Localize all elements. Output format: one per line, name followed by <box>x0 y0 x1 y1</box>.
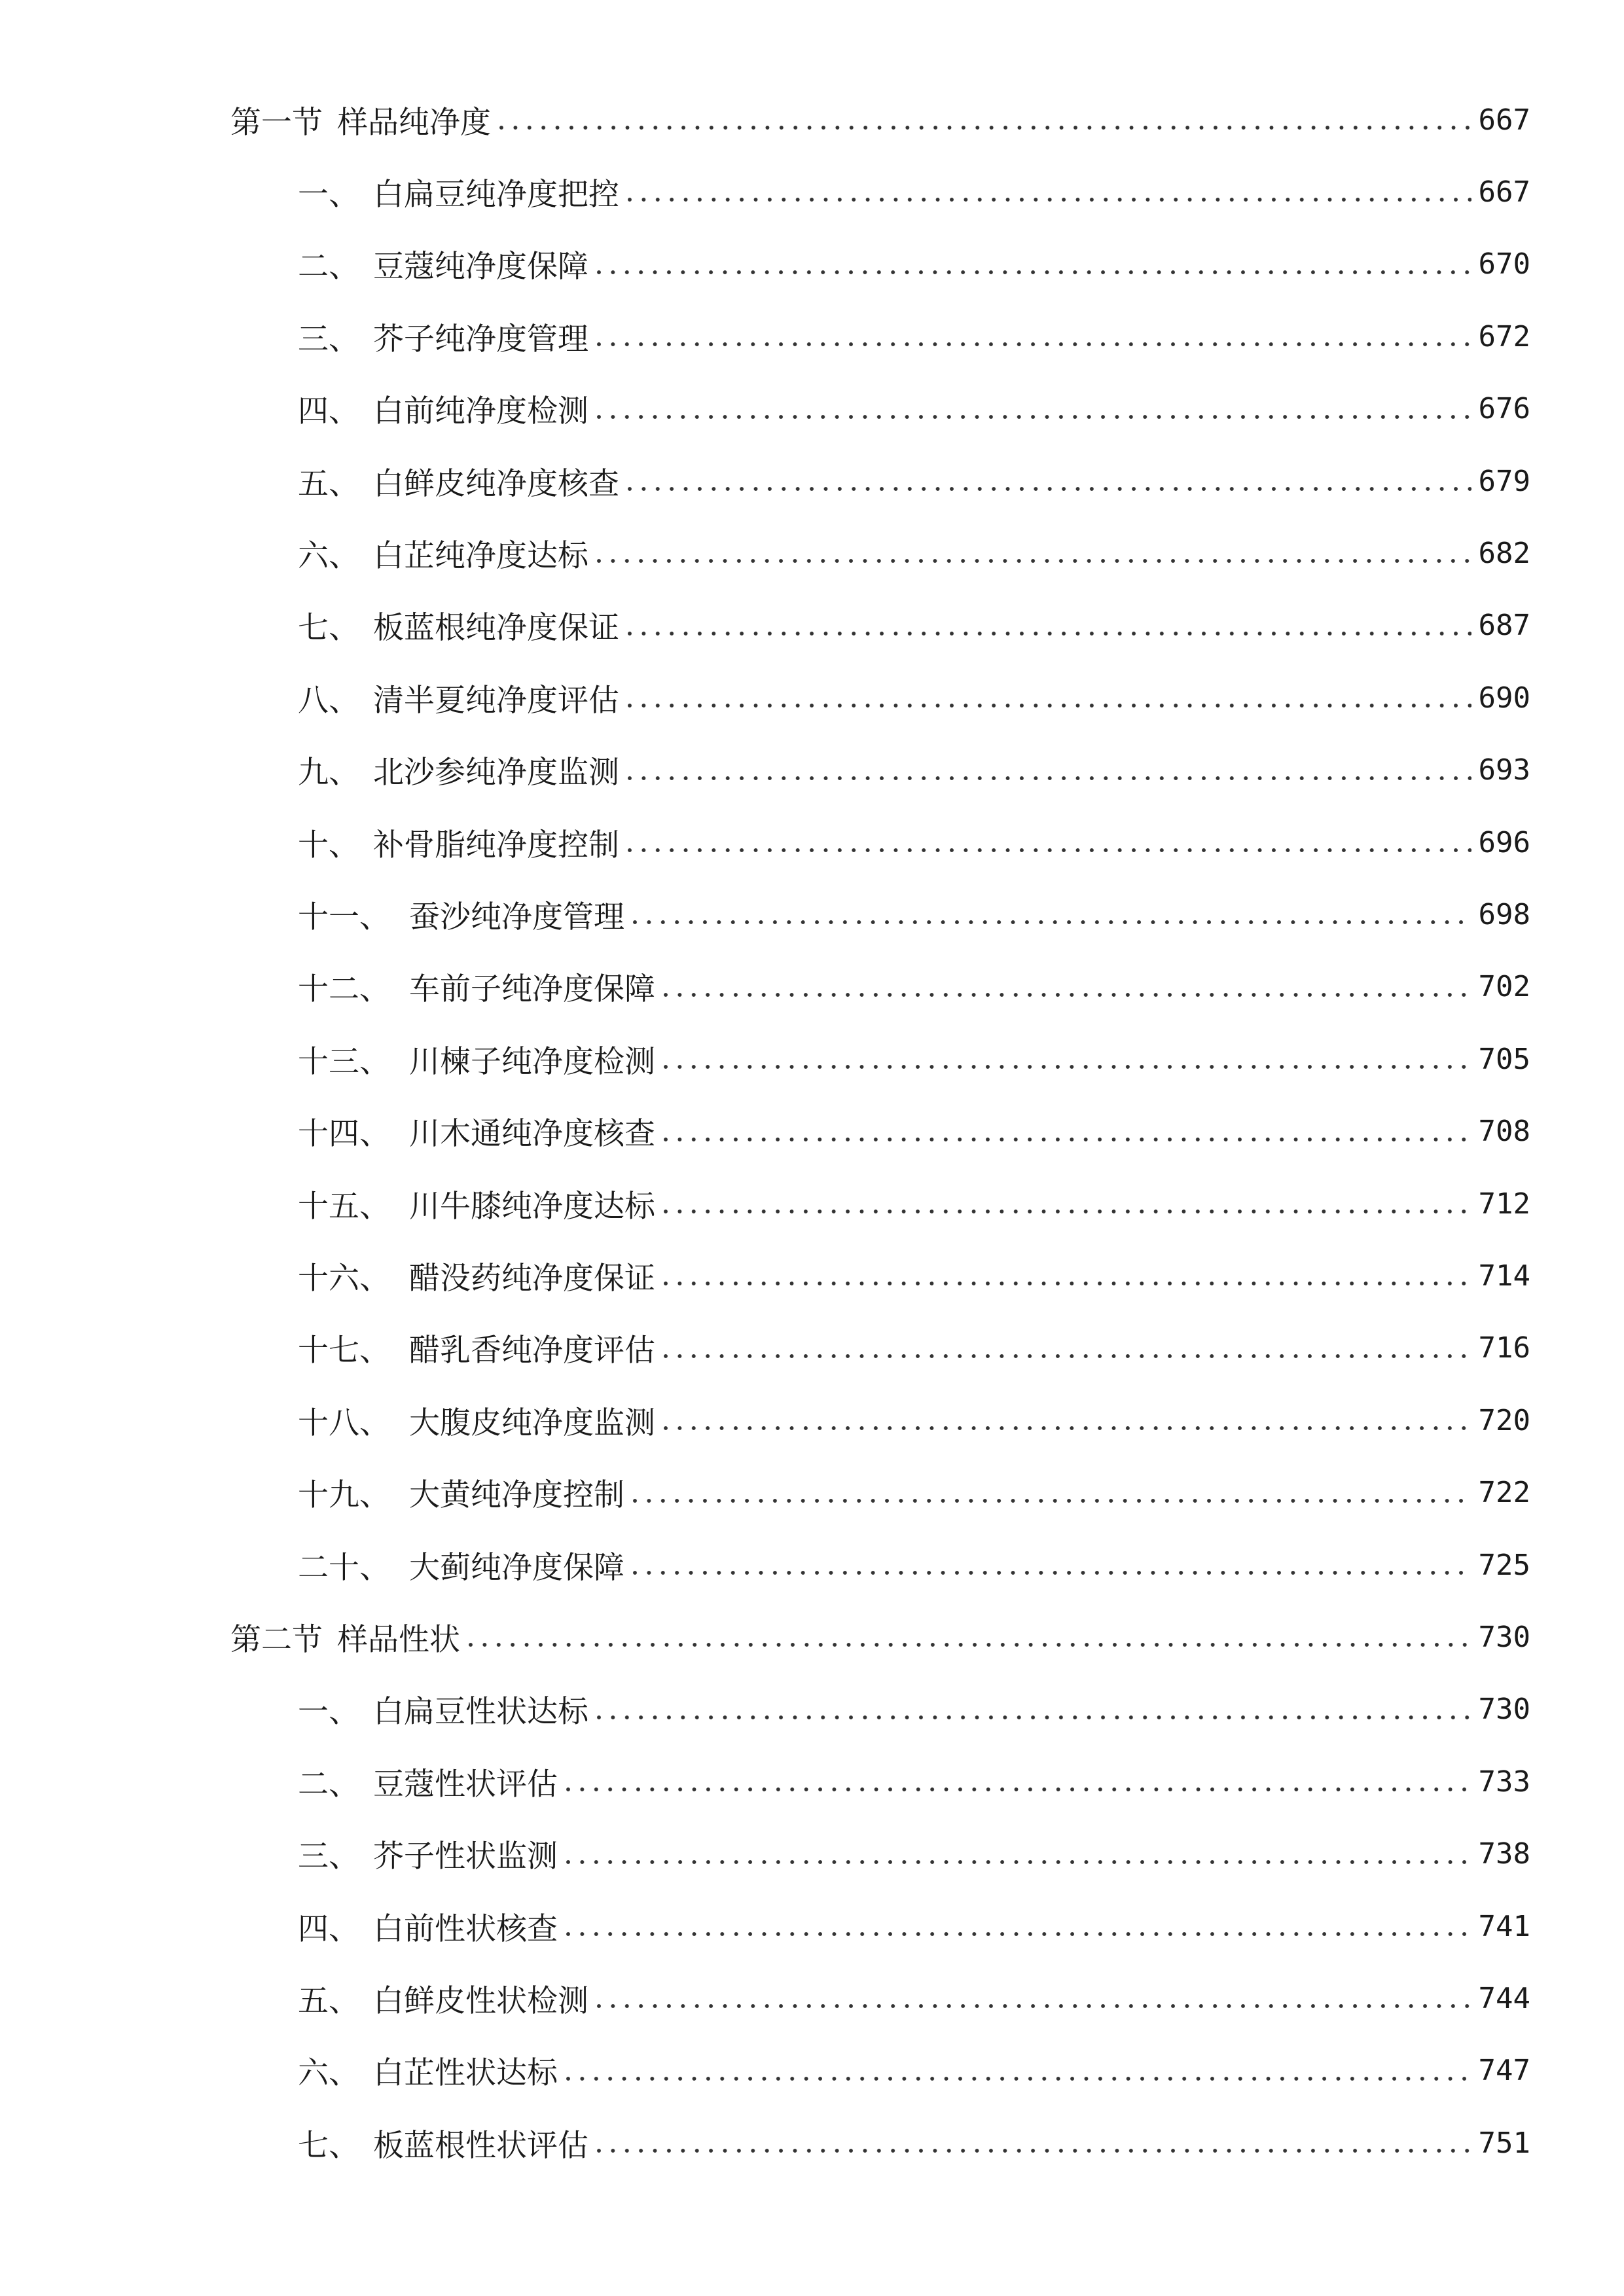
dot-leader <box>499 107 1471 133</box>
toc-page-number: 730 <box>1478 1693 1530 1727</box>
toc-page-number: 670 <box>1478 247 1530 281</box>
dot-leader <box>632 1552 1471 1578</box>
toc-entry[interactable] <box>298 1457 1530 1529</box>
toc-entry-number: 二、 <box>298 1766 359 1803</box>
toc-entry[interactable] <box>298 373 1530 445</box>
toc-entry-number: 五、 <box>298 465 359 502</box>
toc-page-number: 738 <box>1478 1837 1530 1871</box>
toc-page-number: 693 <box>1478 753 1530 787</box>
dot-leader <box>627 179 1471 205</box>
toc-entry-number: 第二节 <box>230 1621 323 1658</box>
dot-leader <box>596 2130 1471 2156</box>
dot-leader <box>468 1624 1471 1650</box>
toc-page-number: 741 <box>1478 1909 1530 1943</box>
toc-entry[interactable] <box>298 1240 1530 1312</box>
toc-entry[interactable] <box>298 1962 1530 2034</box>
toc-page-number: 676 <box>1478 392 1530 426</box>
toc-entry-title: 板蓝根性状评估 <box>373 2127 588 2164</box>
toc-page-number: 702 <box>1478 970 1530 1004</box>
toc-entry[interactable] <box>298 2107 1530 2179</box>
toc-entry-number: 十四、 <box>298 1116 390 1153</box>
dot-leader <box>632 901 1471 927</box>
toc-entry-title: 北沙参纯净度监测 <box>373 755 619 791</box>
toc-page-number: 751 <box>1478 2126 1530 2160</box>
toc-entry[interactable] <box>298 1168 1530 1240</box>
toc-entry-number: 七、 <box>298 2127 359 2164</box>
toc-entry-number: 十七、 <box>298 1333 390 1369</box>
toc-page-number: 682 <box>1478 536 1530 570</box>
toc-entry[interactable] <box>298 662 1530 734</box>
dot-leader <box>596 1696 1471 1723</box>
toc-entry-title: 蚕沙纯净度管理 <box>409 899 624 935</box>
toc-entry-title: 白扁豆纯净度把控 <box>373 176 619 213</box>
toc-entry-number: 一、 <box>298 176 359 213</box>
toc-entry-title: 车前子纯净度保障 <box>409 971 655 1008</box>
dot-leader <box>632 1480 1471 1506</box>
toc-entry-number: 三、 <box>298 321 359 357</box>
toc-entry-number: 十二、 <box>298 971 390 1008</box>
toc-entry-title: 川木通纯净度核查 <box>409 1116 655 1153</box>
toc-entry-title: 白鲜皮纯净度核查 <box>373 465 619 502</box>
toc-page-number: 733 <box>1478 1765 1530 1799</box>
dot-leader <box>566 2058 1471 2084</box>
toc-entry[interactable] <box>298 517 1530 589</box>
dot-leader <box>627 613 1471 639</box>
toc-entry[interactable] <box>298 1312 1530 1384</box>
toc-section[interactable] <box>230 84 1530 156</box>
toc-page-number: 687 <box>1478 609 1530 643</box>
toc-entry-title: 大腹皮纯净度监测 <box>409 1405 655 1441</box>
toc-entry-number: 六、 <box>298 537 359 574</box>
toc-entry-title: 白鲜皮性状检测 <box>373 1982 588 2019</box>
toc-entry-number: 十五、 <box>298 1188 390 1225</box>
dot-leader <box>596 323 1471 350</box>
toc-page-number: 744 <box>1478 1981 1530 2015</box>
dot-leader <box>596 540 1471 566</box>
dot-leader <box>566 1841 1471 1867</box>
toc-page-number: 672 <box>1478 319 1530 353</box>
toc-entry-number: 七、 <box>298 610 359 647</box>
toc-page-number: 722 <box>1478 1476 1530 1510</box>
dot-leader <box>596 1985 1471 2011</box>
toc-entry-title: 醋乳香纯净度评估 <box>409 1333 655 1369</box>
dot-leader <box>596 396 1471 422</box>
toc-page-number: 667 <box>1478 103 1530 137</box>
toc-entry-number: 十一、 <box>298 899 390 935</box>
toc-entry[interactable] <box>298 1746 1530 1818</box>
toc-entry-number: 八、 <box>298 682 359 719</box>
toc-entry-number: 十九、 <box>298 1477 390 1514</box>
toc-entry[interactable] <box>298 1818 1530 1890</box>
toc-entry-title: 川牛膝纯净度达标 <box>409 1188 655 1225</box>
toc-entry-number: 四、 <box>298 393 359 430</box>
toc-entry-title: 样品性状 <box>337 1621 460 1658</box>
toc-page-number: 716 <box>1478 1331 1530 1365</box>
dot-leader <box>627 829 1471 855</box>
toc-entry-number: 一、 <box>298 1694 359 1731</box>
toc-page-number: 679 <box>1478 464 1530 498</box>
toc-page-number: 712 <box>1478 1187 1530 1221</box>
toc-entry-title: 白扁豆性状达标 <box>373 1694 588 1731</box>
toc-entry-title: 豆蔻纯净度保障 <box>373 249 588 285</box>
toc-entry-title: 川楝子纯净度检测 <box>409 1043 655 1080</box>
toc-entry-title: 豆蔻性状评估 <box>373 1766 558 1803</box>
dot-leader <box>663 1191 1471 1217</box>
dot-leader <box>596 251 1471 278</box>
toc-page-number: 714 <box>1478 1259 1530 1293</box>
toc-entry-number: 十三、 <box>298 1043 390 1080</box>
toc-entry-number: 二十、 <box>298 1549 390 1586</box>
toc-entry-number: 六、 <box>298 2055 359 2092</box>
toc-entry-title: 白芷性状达标 <box>373 2055 558 2092</box>
toc-entry-title: 大黄纯净度控制 <box>409 1477 624 1514</box>
dot-leader <box>566 1913 1471 1939</box>
toc-section[interactable] <box>230 1601 1530 1673</box>
toc-entry[interactable] <box>298 1890 1530 1962</box>
toc-entry-number: 五、 <box>298 1982 359 2019</box>
toc-page-number: 705 <box>1478 1042 1530 1076</box>
toc-entry-title: 白前性状核查 <box>373 1910 558 1947</box>
toc-entry-title: 白芷纯净度达标 <box>373 537 588 574</box>
toc-entry-title: 补骨脂纯净度控制 <box>373 827 619 863</box>
toc-entry[interactable] <box>298 806 1530 878</box>
toc-entry[interactable] <box>298 734 1530 806</box>
toc-page-number: 698 <box>1478 897 1530 931</box>
toc-entry[interactable] <box>298 300 1530 372</box>
toc-entry[interactable] <box>298 2035 1530 2107</box>
toc-entry-title: 清半夏纯净度评估 <box>373 682 619 719</box>
toc-entry-number: 十、 <box>298 827 359 863</box>
toc-page-number: 708 <box>1478 1115 1530 1149</box>
toc-entry-number: 三、 <box>298 1839 359 1875</box>
toc-page-number: 667 <box>1478 175 1530 209</box>
toc-entry[interactable] <box>298 878 1530 950</box>
toc-page-number: 696 <box>1478 825 1530 859</box>
dot-leader <box>627 685 1471 711</box>
toc-entry-title: 板蓝根纯净度保证 <box>373 610 619 647</box>
toc-entry-number: 二、 <box>298 249 359 285</box>
toc-entry[interactable] <box>298 156 1530 228</box>
dot-leader <box>663 1119 1471 1145</box>
toc-entry-title: 大蓟纯净度保障 <box>409 1549 624 1586</box>
toc-entry-title: 芥子性状监测 <box>373 1839 558 1875</box>
toc-entry[interactable] <box>298 445 1530 517</box>
toc-page-number: 725 <box>1478 1548 1530 1582</box>
toc-page-number: 747 <box>1478 2054 1530 2088</box>
dot-leader <box>663 1263 1471 1289</box>
toc-entry[interactable] <box>298 1023 1530 1095</box>
dot-leader <box>663 1046 1471 1072</box>
toc-entry-number: 九、 <box>298 755 359 791</box>
toc-entry[interactable] <box>298 1384 1530 1456</box>
dot-leader <box>663 1335 1471 1361</box>
toc-entry-title: 芥子纯净度管理 <box>373 321 588 357</box>
toc-entry[interactable] <box>298 951 1530 1023</box>
toc-entry[interactable] <box>298 1674 1530 1746</box>
toc-entry[interactable] <box>298 590 1530 662</box>
toc-entry[interactable] <box>298 1529 1530 1601</box>
toc-page-number: 730 <box>1478 1620 1530 1654</box>
toc-entry-title: 醋没药纯净度保证 <box>409 1260 655 1297</box>
toc-page-number: 690 <box>1478 681 1530 715</box>
toc-entry-number: 第一节 <box>230 104 323 141</box>
toc-entry[interactable] <box>298 1096 1530 1168</box>
toc-entry-number: 十六、 <box>298 1260 390 1297</box>
toc-entry-number: 十八、 <box>298 1405 390 1441</box>
dot-leader <box>663 974 1471 1000</box>
dot-leader <box>663 1407 1471 1433</box>
toc-entry[interactable] <box>298 228 1530 300</box>
toc-entry-title: 白前纯净度检测 <box>373 393 588 430</box>
dot-leader <box>627 757 1471 783</box>
toc-page-number: 720 <box>1478 1403 1530 1437</box>
dot-leader <box>627 468 1471 494</box>
toc-entry-number: 四、 <box>298 1910 359 1947</box>
toc-entry-title: 样品纯净度 <box>337 104 491 141</box>
dot-leader <box>566 1768 1471 1795</box>
